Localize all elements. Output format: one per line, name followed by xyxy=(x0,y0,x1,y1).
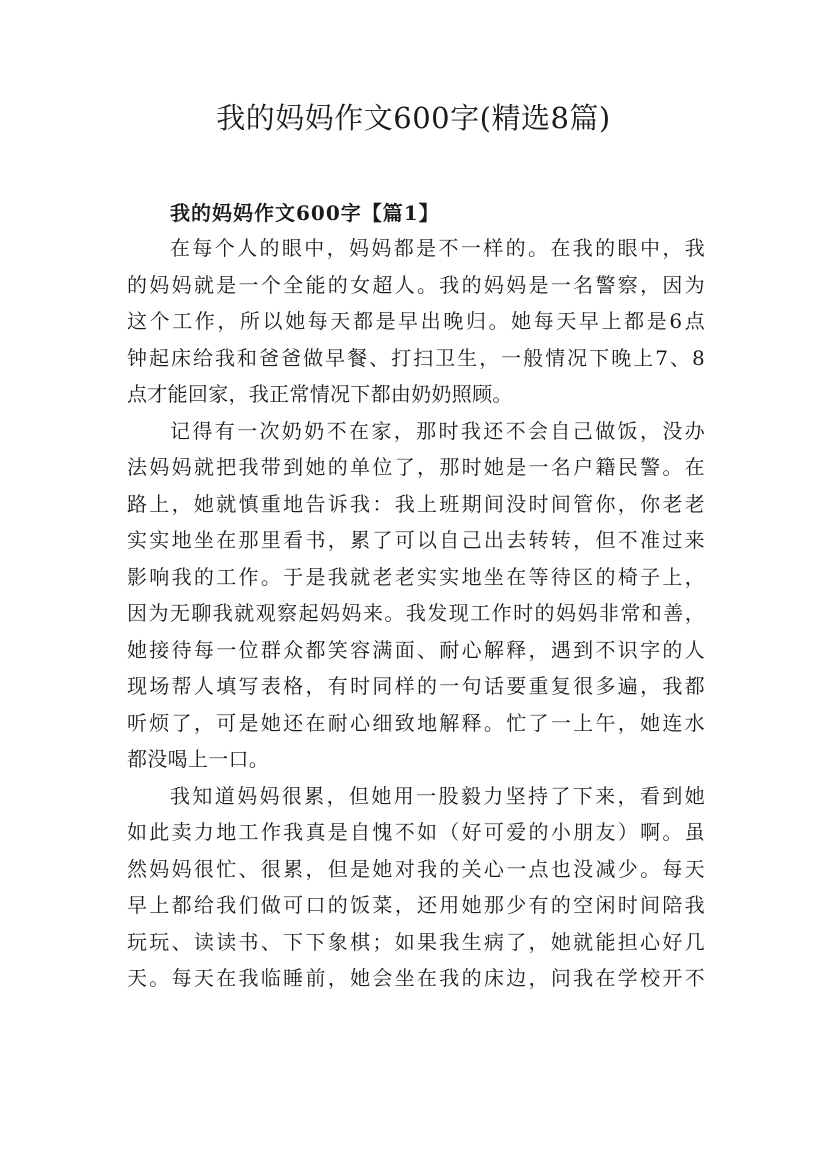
text-line: 因为无聊我就观察起妈妈来。我发现工作时的妈妈非常和善， xyxy=(127,601,705,625)
document-title: 我的妈妈作文600字(精选8篇) xyxy=(216,101,611,135)
text-line: 然妈妈很忙、很累，但是她对我的关心一点也没减少。每天 xyxy=(127,856,705,881)
paragraph xyxy=(127,413,705,778)
text-line: 天。每天在我临睡前，她会坐在我的床边，问我在学校开不 xyxy=(127,966,705,990)
text-line: 法妈妈就把我带到她的单位了，那时她是一名户籍民警。在 xyxy=(127,455,705,479)
text-line: 在每个人的眼中，妈妈都是不一样的。在我的眼中，我 xyxy=(170,236,705,260)
text-line: 都没喝上一口。 xyxy=(127,747,270,771)
text-line: 我知道妈妈很累，但她用一股毅力坚持了下来，看到她 xyxy=(170,783,705,808)
paragraph xyxy=(127,778,705,997)
paragraph xyxy=(127,230,705,413)
text-line: 路上，她就慎重地告诉我：我上班期间没时间管你，你老老 xyxy=(127,491,705,516)
text-line: 早上都给我们做可口的饭菜，还用她那少有的空闲时间陪我 xyxy=(127,893,705,917)
text-line: 实实地坐在那里看书，累了可以自己出去转转，但不准过来 xyxy=(127,528,705,552)
text-line: 听烦了，可是她还在耐心细致地解释。忙了一上午，她连水 xyxy=(127,710,705,735)
section-heading: 我的妈妈作文600字【篇1】 xyxy=(170,201,440,225)
text-line: 现场帮人填写表格，有时同样的一句话要重复很多遍，我都 xyxy=(127,674,705,698)
document-body xyxy=(127,230,705,997)
text-line: 如此卖力地工作我真是自愧不如（好可爱的小朋友）啊。虽 xyxy=(127,820,705,844)
text-line: 玩玩、读读书、下下象棋；如果我生病了，她就能担心好几 xyxy=(127,929,705,954)
text-line: 她接待每一位群众都笑容满面、耐心解释，遇到不识字的人 xyxy=(127,637,705,662)
text-line: 影响我的工作。于是我就老老实实地坐在等待区的椅子上， xyxy=(127,564,705,589)
text-line: 点才能回家，我正常情况下都由奶奶照顾。 xyxy=(127,382,513,406)
text-line: 这个工作，所以她每天都是早出晚归。她每天早上都是6点 xyxy=(127,309,705,333)
text-line: 钟起床给我和爸爸做早餐、打扫卫生，一般情况下晚上7、8 xyxy=(127,345,705,370)
text-line: 记得有一次奶奶不在家，那时我还不会自己做饭，没办 xyxy=(170,418,705,443)
text-line: 的妈妈就是一个全能的女超人。我的妈妈是一名警察，因为 xyxy=(127,272,705,297)
